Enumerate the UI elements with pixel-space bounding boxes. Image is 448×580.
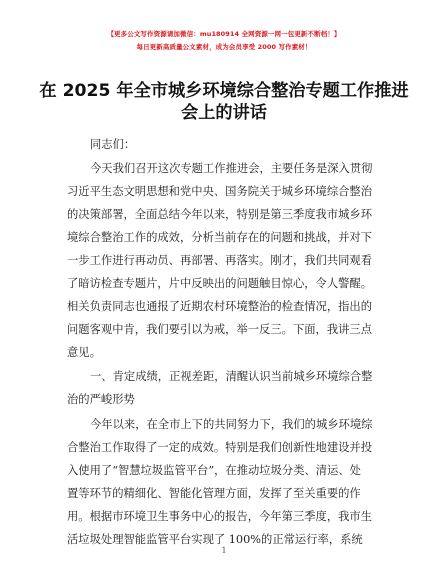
- body-line: 相关负责同志也通报了近期农村环境整治的检查情况，指出的: [67, 300, 373, 313]
- body-line: 置等环节的精细化、智能化管理方面，发挥了至关重要的作: [67, 487, 361, 500]
- body-line: 的决策部署，全面总结今年以来，特别是第三季度我市城乡环: [67, 208, 373, 221]
- document-title: [30, 80, 418, 124]
- body-line: 境综合整治工作的成效，分析当前存在的问题和挑战，并对下: [67, 231, 373, 244]
- promo-banner-line-1: 【更多公文写作资源请加微信：mu180914 全网资源一网一包更新不断档！】: [107, 30, 341, 38]
- body-line: 今天我们召开这次专题工作推进会，主要任务是深入贯彻: [90, 162, 373, 175]
- body-line: 合整治工作取得了一定的成效。特别是我们创新性地建设并投: [67, 441, 373, 454]
- body-line: 用。根据市环境卫生事务中心的报告，今年第三季度，我市生: [67, 510, 373, 523]
- section-heading-line: 一、肯定成绩，正视差距，清醒认识当前城乡环境综合整: [90, 370, 373, 383]
- promo-banner-line-2: 每日更新高质量公文素材，成为会员享受 2000 写作素材！: [136, 43, 312, 51]
- page-number: 1: [221, 546, 227, 555]
- body-line: 意见。: [67, 346, 101, 359]
- body-line: 今年以来，在全市上下的共同努力下，我们的城乡环境综: [90, 418, 373, 431]
- body-line: 一步工作进行再动员、再部署、再落实。刚才，我们共同观看: [67, 254, 373, 267]
- body-line: 了暗访检查专题片，片中反映出的问题触目惊心，令人警醒。: [67, 277, 373, 290]
- body-line: 入使用了“智慧垃圾监管平台”，在推动垃圾分类、清运、处: [67, 464, 361, 477]
- body-line: 问题客观中肯，我们要引以为戒，举一反三。下面，我讲三点: [67, 323, 373, 336]
- body-line: 活垃圾处理智能监管平台实现了 100%的正常运行率，系统: [67, 533, 363, 546]
- section-heading-line: 治的严峻形势: [67, 393, 135, 406]
- document-title-line-2: 会上的讲话: [181, 103, 267, 123]
- document-title-line-1: 在 2025 年全市城乡环境综合整治专题工作推进: [39, 81, 409, 101]
- salutation: 同志们：: [90, 138, 136, 151]
- body-line: 习近平生态文明思想和党中央、国务院关于城乡环境综合整治: [67, 185, 373, 198]
